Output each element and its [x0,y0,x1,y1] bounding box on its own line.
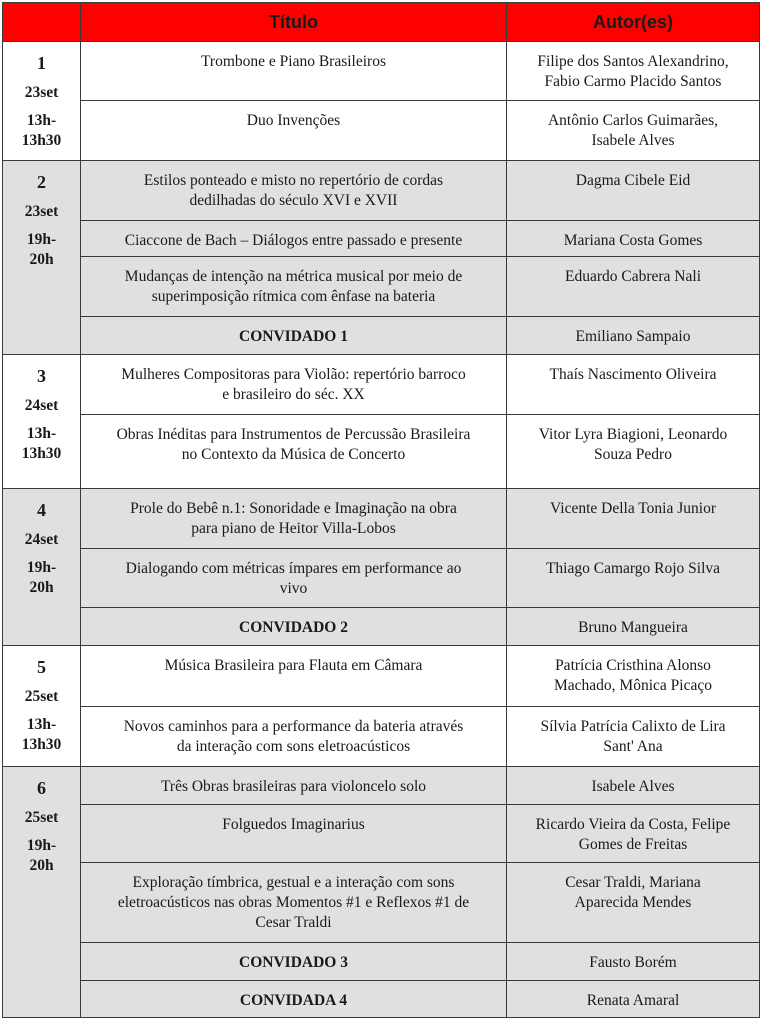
guest-title: CONVIDADA 4 [81,981,507,1018]
authors: Vitor Lyra Biagioni, Leonardo Souza Pedro [507,415,760,489]
schedule-table [2,2,760,1018]
presentation-title: Três Obras brasileiras para violoncelo solo [81,767,507,805]
header-authors: Autor(es) [507,3,760,42]
presentation-title: Estilos ponteado e misto no repertório de cordas dedilhadas do século XVI e XVII [81,161,507,221]
session-cell [3,42,81,161]
session-date: 23set [24,84,59,101]
table-row [3,42,760,101]
authors: Filipe dos Santos Alexandrino, Fabio Carmo Placido Santos [507,42,760,101]
authors: Emiliano Sampaio [507,317,760,355]
table-row [3,805,760,863]
guest-title: CONVIDADO 1 [81,317,507,355]
authors: Vicente Della Tonia Junior [507,489,760,549]
header-session-cell [3,3,81,42]
session-cell [3,355,81,489]
session-cell [3,646,81,767]
table-row [3,707,760,767]
authors: Cesar Traldi, Mariana Aparecida Mendes [507,863,760,943]
session-date: 23set [24,203,59,220]
session-cell [3,161,81,355]
session-number: 2 [37,172,46,192]
presentation-title: Música Brasileira para Flauta em Câmara [81,646,507,707]
session-time: 13h- 13h30 [21,716,62,753]
table-row [3,221,760,257]
table-row [3,355,760,415]
guest-title: CONVIDADO 2 [81,608,507,646]
authors: Isabele Alves [507,767,760,805]
authors: Patrícia Cristhina Alonso Machado, Mônica Picaço [507,646,760,707]
session-time: 19h- 20h [26,837,57,874]
presentation-title: Trombone e Piano Brasileiros [81,42,507,101]
session-number: 5 [37,657,46,677]
table-row [3,489,760,549]
presentation-title: Mulheres Compositoras para Violão: repertório barroco e brasileiro do séc. XX [81,355,507,415]
presentation-title: Ciaccone de Bach – Diálogos entre passado e presente [81,221,507,257]
session-number: 1 [37,53,46,73]
authors: Thaís Nascimento Oliveira [507,355,760,415]
authors: Ricardo Vieira da Costa, Felipe Gomes de Freitas [507,805,760,863]
presentation-title: Dialogando com métricas ímpares em performance ao vivo [81,549,507,608]
table-row [3,767,760,805]
presentation-title: Mudanças de intenção na métrica musical por meio de superimposição rítmica com ênfase na bateria [81,257,507,317]
table-row [3,317,760,355]
session-number: 3 [37,366,46,386]
presentation-title: Prole do Bebê n.1: Sonoridade e Imaginação na obra para piano de Heitor Villa-Lobos [81,489,507,549]
session-time: 19h- 20h [26,559,57,596]
authors: Bruno Mangueira [507,608,760,646]
authors: Renata Amaral [507,981,760,1018]
table-row [3,161,760,221]
session-date: 25set [24,688,59,705]
header-title: Título [81,3,507,42]
session-date: 25set [24,809,59,826]
authors: Dagma Cibele Eid [507,161,760,221]
authors: Mariana Costa Gomes [507,221,760,257]
presentation-title: Exploração tímbrica, gestual e a interação com sons eletroacústicos nas obras Momentos #1 e Reflexos #1 de Cesar Traldi [81,863,507,943]
table-row [3,981,760,1018]
session-date: 24set [24,531,59,548]
session-number: 6 [37,778,46,798]
authors: Fausto Borém [507,943,760,981]
presentation-title: Novos caminhos para a performance da bateria através da interação com sons eletroacústicos [81,707,507,767]
table-row [3,257,760,317]
authors: Eduardo Cabrera Nali [507,257,760,317]
table-row [3,646,760,707]
presentation-title: Folguedos Imaginarius [81,805,507,863]
table-row [3,608,760,646]
header-row [3,3,760,42]
authors: Thiago Camargo Rojo Silva [507,549,760,608]
table-row [3,415,760,489]
table-row [3,549,760,608]
session-cell [3,489,81,646]
authors: Sílvia Patrícia Calixto de Lira Sant' Ana [507,707,760,767]
schedule-body [3,42,760,1018]
session-cell [3,767,81,1018]
authors: Antônio Carlos Guimarães, Isabele Alves [507,101,760,161]
presentation-title: Obras Inéditas para Instrumentos de Percussão Brasileira no Contexto da Música de Concerto [81,415,507,489]
session-time: 13h- 13h30 [21,425,62,462]
session-number: 4 [37,500,46,520]
guest-title: CONVIDADO 3 [81,943,507,981]
session-date: 24set [24,397,59,414]
table-row [3,101,760,161]
table-row [3,863,760,943]
table-row [3,943,760,981]
session-time: 19h- 20h [26,231,57,268]
presentation-title: Duo Invenções [81,101,507,161]
session-time: 13h- 13h30 [21,112,62,149]
